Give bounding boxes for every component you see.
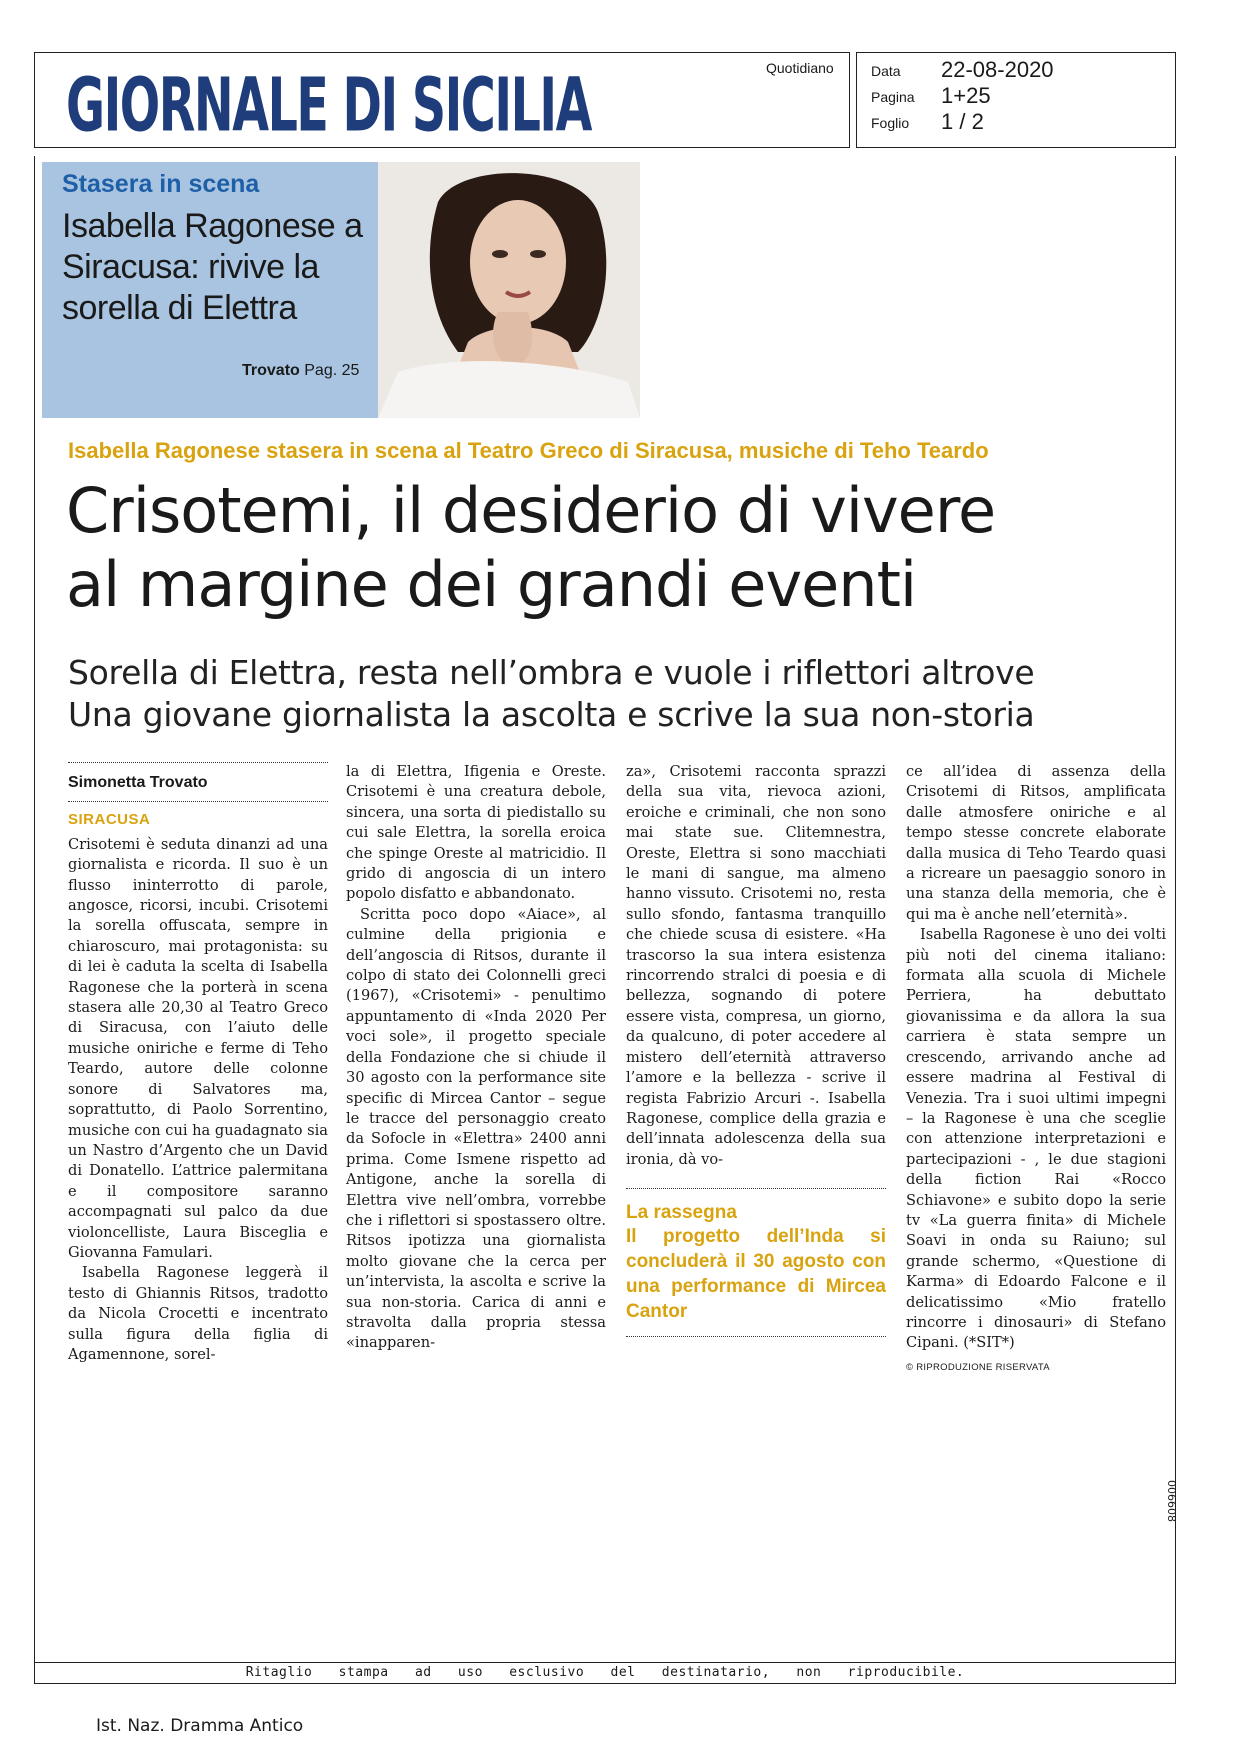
- paragraph: Scritta poco dopo «Aiace», al culmine della prigionia e dell’angoscia di Ritsos, durante il colpo di stato dei Colonnelli greci (1967), «Crisotemi» - penultimo appuntamento di «Inda 2020 Per voci sole», il progetto speciale della Fondazione che si chiude il 30 agosto con la performance site specific di Mircea Cantor – segue le tracce del personaggio creato da Sofocle in «Elettra» 2400 anni prima. Come Ismene rispetto ad Antigone, anche la sorella di Elettra vive nell’ombra, vorrebbe che i riflettori si spostassero oltre. Ritsos ipotizza una giornalista molto giovane che la cerca per un’intervista, la ascolta e scrive la sua non-storia. Carica di anni e stravolta dalla propria stessa «inapparen-: [346, 905, 606, 1352]
- box-rule-top: [626, 1188, 886, 1189]
- publication-type: Quotidiano: [766, 60, 834, 76]
- paragraph: za», Crisotemi racconta sprazzi della sua vita, rievoca azioni, eroiche e criminali, che non sono mai state sue. Clitemnestra, Oreste, Elettra si sono macchiati le mani di sangue, ma almeno hanno vissuto. Crisotemi no, resta sullo sfondo, fantasma tranquillo che chiede scusa di esistere. «Ha trascorso la sua intera esistenza rincorrendo stralci di poesia e di bellezza, sognando di potere essere vista, compresa, un giorno, da qualcuno, di poter accedere al mistero dell’eternità attraverso l’amore e la bellezza - scrive il regista Fabrizio Arcuri -. Isabella Ragonese, complice della grazia e dell’innata adolescenza della sua ironia, dà vo-: [626, 763, 886, 1168]
- byline: Simonetta Trovato: [68, 774, 208, 791]
- teaser-ref-page: Pag. 25: [304, 362, 360, 379]
- article-subhead: [68, 652, 1178, 736]
- portrait-illustration: [378, 162, 640, 418]
- portrait-photo: [378, 162, 640, 418]
- source-label: Ist. Naz. Dramma Antico: [96, 1716, 304, 1736]
- footer-notice-bar: [34, 1662, 1176, 1684]
- masthead-logo: GIORNALE DI SICILIA: [66, 62, 592, 149]
- teaser-page-ref: [242, 362, 359, 380]
- meta-date-value: 22-08-2020: [941, 57, 1054, 82]
- headline-line-1: Crisotemi, il desiderio di vivere: [66, 474, 996, 547]
- article-column-1: [68, 762, 328, 1365]
- article-column-4: [906, 762, 1166, 1378]
- subhead-line-2: Una giovane giornalista la ascolta e scrive la sua non-storia: [68, 695, 1035, 734]
- article-column-3: [626, 762, 886, 1337]
- paragraph: ce all’idea di assenza della Crisotemi di Ritsos, amplificata dalle atmosfere oniriche e al tempo stesse concrete elaborate dalla musica di Teho Teardo quasi a ricreare un paesaggio sonoro in una stanza della memoria, che è qui ma è anche nell’eternità».: [906, 763, 1166, 923]
- paragraph: Isabella Ragonese leggerà il testo di Ghiannis Ritsos, tradotto da Nicola Crocetti e incentrato sulla figura della figlia di Agamennone, sorel-: [68, 1264, 328, 1363]
- meta-box: [856, 52, 1176, 148]
- box-text: Il progetto dell’Inda si concluderà il 30 agosto con una performance di Mircea Cantor: [626, 1225, 886, 1322]
- article-column-2: [346, 762, 606, 1354]
- box-kicker: La rassegna: [626, 1202, 737, 1224]
- byline-rule-bottom: [68, 801, 328, 802]
- meta-date-label: Data: [871, 63, 901, 79]
- meta-sheet-value: 1 / 2: [941, 109, 984, 134]
- meta-sheet-label: Foglio: [871, 115, 910, 131]
- side-code: 006608: [1165, 1480, 1178, 1522]
- dateline: SIRACUSA: [68, 811, 151, 829]
- meta-page-label: Pagina: [871, 89, 915, 105]
- paragraph: la di Elettra, Ifigenia e Oreste. Crisotemi è una creatura debole, sincera, una sorta di piedistallo su cui sale Elettra, la sorella eroica che spinge Oreste al matricidio. Il grido di angoscia di un intero popolo disfatto e abbandonato.: [346, 763, 606, 903]
- article-headline: [66, 474, 1176, 622]
- teaser-kicker: Stasera in scena: [62, 170, 260, 198]
- paragraph: Isabella Ragonese è uno dei volti più noti del cinema italiano: formata alla scuola di Michele Perriera, ha debuttato giovanissima e da allora la sua carriera è stata sempre un crescendo, arrivando anche ad essere madrina al Festival di Venezia. Tra i suoi ultimi impegni – la Ragonese è una che sceglie con attenzione interpretazioni e partecipazioni - , le due stagioni della fiction Rai «Rocco Schiavone» e subito dopo la serie tv «La guerra finita» di Michele Soavi in onda su Raiuno; sul grande schermo, «Questione di Karma» di Edoardo Falcone e il delicatissimo «Mio fratello rincorre i dinosauri» di Stefano Cipani. (*SIT*): [906, 926, 1166, 1352]
- teaser-title: Isabella Ragonese a Siracusa: rivive la sorella di Elettra: [62, 207, 363, 327]
- footer-notice: Ritaglio stampa ad uso esclusivo del destinatario, non riproducibile.: [245, 1665, 965, 1680]
- paragraph: Crisotemi è seduta dinanzi ad una giornalista e ricorda. Il suo è un flusso ininterrotto di parole, angosce, ricorsi, incubi. Crisotemi la sorella offuscata, sempre in chiaroscuro, mai protagonista: su di lei è caduta la scelta di Isabella Ragonese che la porterà in scena stasera alle 20,30 al Teatro Greco di Siracusa, con l’aiuto delle musiche oniriche e ferme di Teho Teardo, autore delle colonne sonore di Salvatores ma, soprattutto, di Paolo Sorrentino, musiche con cui ha guadagnato sia un Nastro d’Argento che un David di Donatello. L’attrice palermitana e il compositore saranno accompagnati sul palco da due violoncelliste, Laura Bisceglia e Giovanna Famulari.: [68, 835, 328, 1261]
- byline-rule: [68, 762, 328, 763]
- box-rule-bottom: [626, 1336, 886, 1337]
- subhead-line-1: Sorella di Elettra, resta nell’ombra e vuole i riflettori altrove: [68, 653, 1035, 692]
- copyright: © RIPRODUZIONE RISERVATA: [906, 1361, 1050, 1373]
- article-kicker: Isabella Ragonese stasera in scena al Teatro Greco di Siracusa, musiche di Teho Teardo: [68, 438, 989, 463]
- teaser-ref-author: Trovato: [242, 362, 300, 379]
- meta-page-value: 1+25: [941, 83, 991, 108]
- headline-line-2: al margine dei grandi eventi: [66, 548, 917, 621]
